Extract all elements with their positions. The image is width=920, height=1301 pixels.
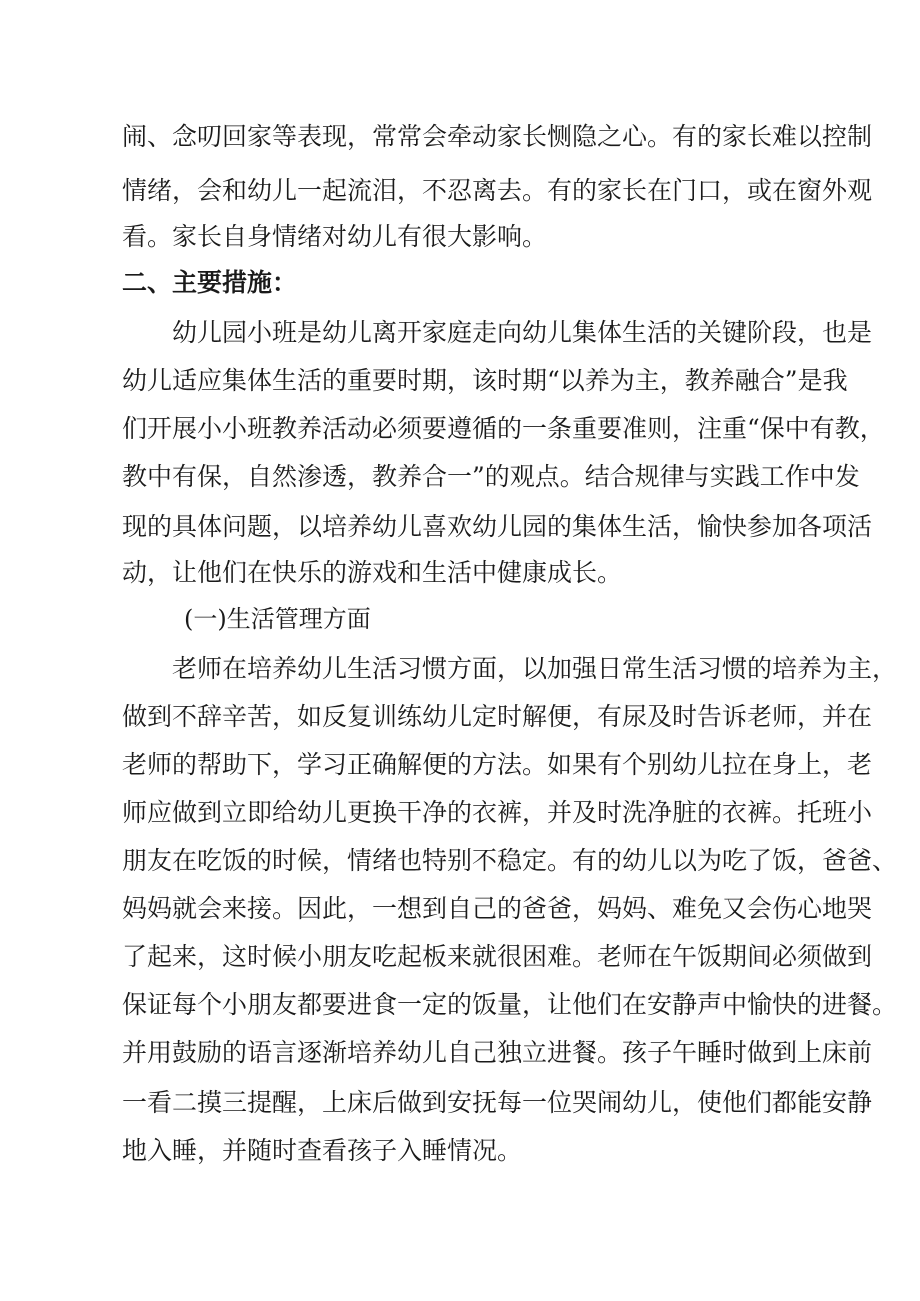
paragraph-line: 情绪，会和幼儿一起流泪，不忍离去。有的家长在门口，或在窗外观 <box>122 176 873 205</box>
paragraph-line: 一看二摸三提醒，上床后做到安抚每一位哭闹幼儿，使他们都能安静 <box>122 1088 873 1117</box>
paragraph-line: 了起来，这时候小朋友吃起板来就很困难。老师在午饭期间必须做到 <box>122 942 873 971</box>
paragraph-line: 妈妈就会来接。因此，一想到自己的爸爸，妈妈、难免又会伤心地哭 <box>122 894 873 923</box>
paragraph-line: 并用鼓励的语言逐渐培养幼儿自己独立进餐。孩子午睡时做到上床前 <box>122 1038 873 1067</box>
paragraph-line: 做到不辞辛苦，如反复训练幼儿定时解便，有尿及时告诉老师，并在 <box>122 702 873 731</box>
paragraph-line: 老师在培养幼儿生活习惯方面，以加强日常生活习惯的培养为主， <box>172 654 898 683</box>
paragraph-line: 幼儿适应集体生活的重要时期，该时期“以养为主，教养融合”是我 <box>122 366 848 395</box>
paragraph-line: 闹、念叨回家等表现，常常会牵动家长恻隐之心。有的家长难以控制 <box>122 122 873 151</box>
paragraph-line: 看。家长自身情绪对幼儿有很大影响。 <box>122 222 548 251</box>
paragraph-line: 现的具体问题，以培养幼儿喜欢幼儿园的集体生活，愉快参加各项活 <box>122 512 873 541</box>
paragraph-line: 教中有保，自然渗透，教养合一”的观点。结合规律与实践工作中发 <box>122 462 860 491</box>
paragraph-line: 们开展小小班教养活动必须要遵循的一条重要准则，注重“保中有教， <box>122 414 885 443</box>
paragraph-line: 地入睡，并随时查看孩子入睡情况。 <box>122 1136 523 1165</box>
subsection-heading: (一)生活管理方面 <box>184 605 371 633</box>
paragraph-line: 保证每个小朋友都要进食一定的饭量，让他们在安静声中愉快的进餐。 <box>122 990 898 1019</box>
paragraph-line: 朋友在吃饭的时候，情绪也特别不稳定。有的幼儿以为吃了饭，爸爸、 <box>122 846 898 875</box>
paragraph-line: 师应做到立即给幼儿更换干净的衣裤，并及时洗净脏的衣裤。托班小 <box>122 798 873 827</box>
paragraph-line: 老师的帮助下，学习正确解便的方法。如果有个别幼儿拉在身上，老 <box>122 750 873 779</box>
paragraph-line: 动，让他们在快乐的游戏和生活中健康成长。 <box>122 558 623 587</box>
paragraph-line: 幼儿园小班是幼儿离开家庭走向幼儿集体生活的关键阶段，也是 <box>172 318 873 347</box>
section-heading: 二、主要措施： <box>122 268 298 297</box>
